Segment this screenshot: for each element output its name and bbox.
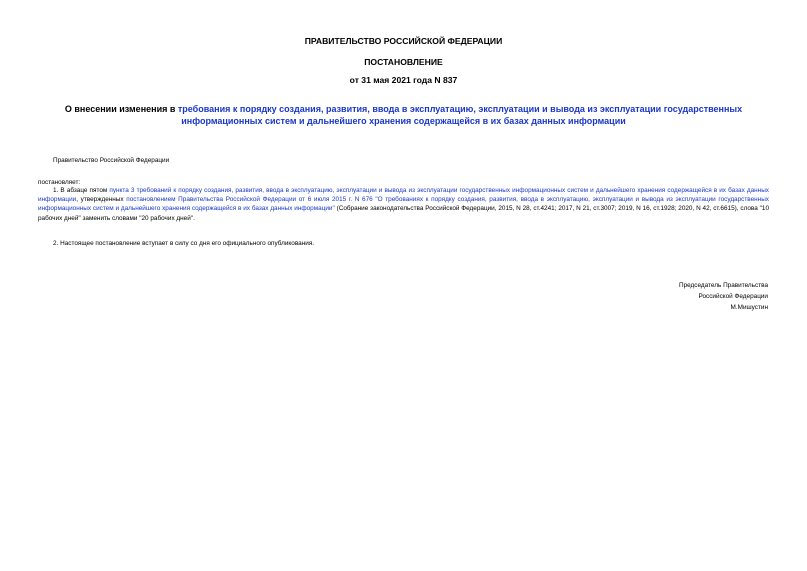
document-type: ПОСТАНОВЛЕНИЕ [364, 57, 443, 67]
signature-block [679, 280, 768, 313]
signature-title-line: Председатель Правительства [679, 282, 768, 289]
subject-prefix: О внесении изменения в [64, 104, 178, 114]
subject-requirements-link[interactable]: требования к порядку создания, развития, ввода в эксплуатацию, эксплуатации и вывода из эксплуатации государственных информационных систем и дальнейшего хранения содержащейся в их базах данных информации [177, 104, 743, 126]
paragraph-1-end: (Собрание законодательства Российской Федерации, 2015, N 28, ст.4241; 2017, N 21, ст.3007; 2019, N 16, ст.1928; 2020, N 42, ст.6615), слова "10 рабочих дней" заменить словами "20 рабочих дней". [38, 205, 769, 222]
decides-line: постановляет: [38, 179, 81, 186]
signature-org-line: Российской Федерации [698, 293, 768, 300]
document-date-number: от 31 мая 2021 года N 837 [349, 75, 458, 85]
paragraph-2: 2. Настоящее постановление вступает в силу со дня его официального опубликования. [53, 240, 315, 247]
document-subject [60, 104, 747, 127]
signatory-name: М.Мишустин [730, 304, 768, 311]
government-line: Правительство Российской Федерации [53, 157, 170, 164]
paragraph-1-middle: , утвержденных [76, 196, 127, 204]
paragraph-1-start: 1. В абзаце пятом [53, 187, 110, 194]
issuing-authority: ПРАВИТЕЛЬСТВО РОССИЙСКОЙ ФЕДЕРАЦИИ [304, 36, 503, 46]
resolution-676-link[interactable]: постановлением Правительства Российской Федерации от 6 июля 2015 г. N 676 "О требованиях к порядку создания, развития, ввода в эксплуатацию, эксплуатации и вывода из эксплуатации государственных информационных систем и дальнейшего хранения содержащейся в их базах данных информации" [38, 196, 769, 213]
requirements-clause-link[interactable]: пункта 3 требований к порядку создания, развития, ввода в эксплуатацию, эксплуатации и вывода из эксплуатации государственных информационных систем и дальнейшего хранения содержащейся в их базах данных информации [38, 187, 769, 204]
paragraph-1 [38, 186, 769, 223]
